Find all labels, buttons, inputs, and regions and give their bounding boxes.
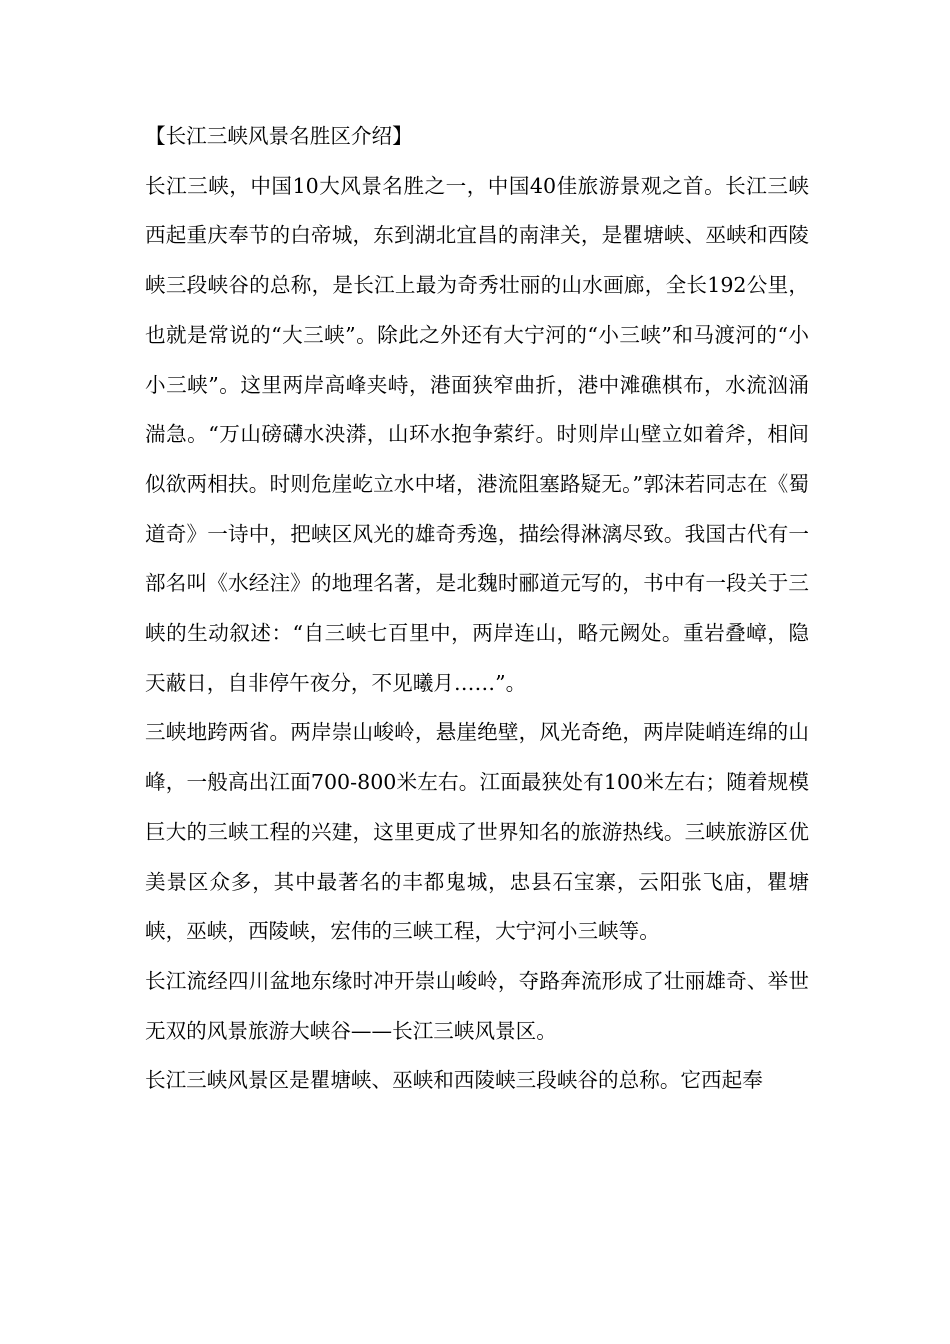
paragraph-geography: 三峡地跨两省。两岸崇山峻岭，悬崖绝壁，风光奇绝，两岸陡峭连绵的山峰，一般高出江面700-800米左右。江面最狭处有100米左右；随着规模巨大的三峡工程的兴建，这里更成了世界知名的旅游热线。三峡旅游区优美景区众多，其中最著名的丰都鬼城，忠县石宝寨，云阳张飞庙，瞿塘峡，巫峡，西陵峡，宏伟的三峡工程，大宁河小三峡等。: [145, 720, 809, 944]
document-title: 【长江三峡风景名胜区介绍】: [145, 124, 413, 148]
paragraph-formation: 长江流经四川盆地东缘时冲开崇山峻岭，夺路奔流形成了壮丽雄奇、举世无双的风景旅游大峡谷——长江三峡风景区。: [145, 968, 809, 1043]
paragraph-intro: 长江三峡，中国10大风景名胜之一，中国40佳旅游景观之首。长江三峡西起重庆奉节的白帝城，东到湖北宜昌的南津关，是瞿塘峡、巫峡和西陵峡三段峡谷的总称，是长江上最为奇秀壮丽的山水画廊，全长192公里，也就是常说的“大三峡”。除此之外还有大宁河的“小三峡”和马渡河的“小小三峡”。这里两岸高峰夹峙，港面狭窄曲折，港中滩礁棋布，水流汹涌湍急。“万山磅礴水泱漭，山环水抱争萦纡。时则岸山壁立如着斧，相间似欲两相扶。时则危崖屹立水中堵，港流阻塞路疑无。”郭沫若同志在《蜀道奇》一诗中，把峡区风光的雄奇秀逸，描绘得淋漓尽致。我国古代有一部名叫《水经注》的地理名著，是北魏时郦道元写的，书中有一段关于三峡的生动叙述：“自三峡七百里中，两岸连山，略元阙处。重岩叠嶂，隐天蔽日，自非停午夜分，不见曦月……”。: [145, 173, 809, 695]
document-body: [145, 112, 809, 1106]
paragraph-scenic-area: 长江三峡风景区是瞿塘峡、巫峡和西陵峡三段峡谷的总称。它西起奉: [145, 1068, 763, 1093]
